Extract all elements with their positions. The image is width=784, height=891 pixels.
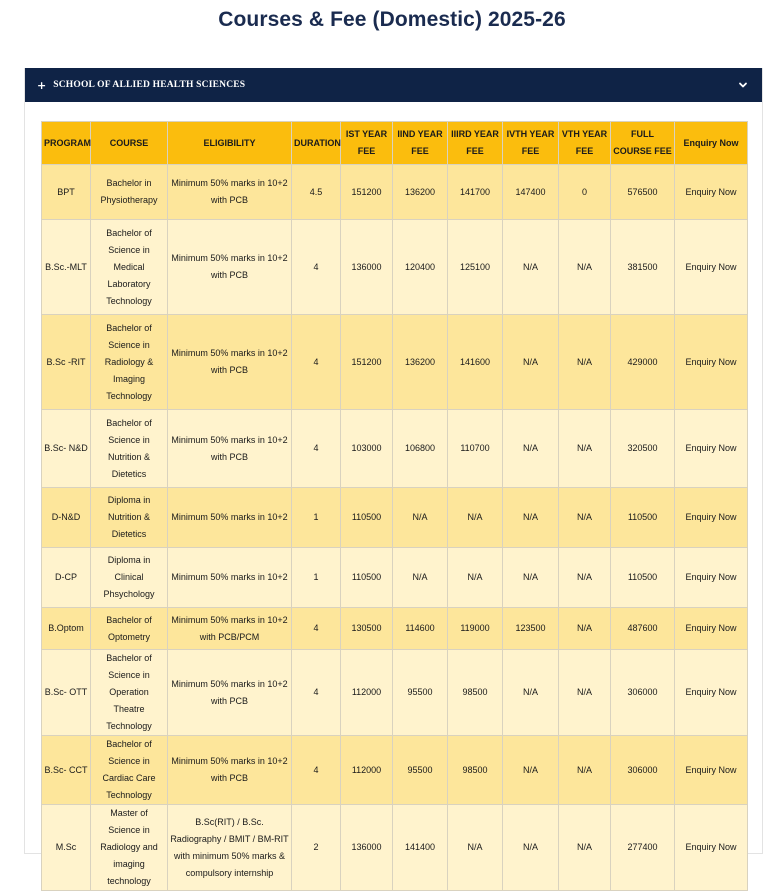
table-row [42,608,748,650]
program-cell: BPT [42,165,91,220]
column-header: COURSE [91,122,168,165]
eligibility-cell: Minimum 50% marks in 10+2 with PCB [168,410,292,488]
eligibility-cell: Minimum 50% marks in 10+2 with PCB [168,220,292,315]
program-cell: B.Sc- OTT [42,650,91,736]
fee-cell: 110500 [341,488,393,548]
fee-cell: N/A [559,805,611,891]
fee-cell: 114600 [393,608,448,650]
enquiry-now-link[interactable]: Enquiry Now [675,315,748,410]
course-cell: Bachelor of Science in Radiology & Imaging Technology [91,315,168,410]
full-fee-cell: 110500 [611,488,675,548]
fee-cell: 123500 [503,608,559,650]
fee-cell: N/A [503,410,559,488]
fee-cell: N/A [559,410,611,488]
fee-cell: 141700 [448,165,503,220]
duration-cell: 2 [292,805,341,891]
course-cell: Diploma in Clinical Phsychology [91,548,168,608]
course-cell: Diploma in Nutrition & Dietetics [91,488,168,548]
fee-cell: N/A [503,650,559,736]
course-cell: Bachelor of Optometry [91,608,168,650]
enquiry-now-link[interactable]: Enquiry Now [675,650,748,736]
fee-cell: 106800 [393,410,448,488]
fee-cell: N/A [503,315,559,410]
fee-cell: N/A [559,650,611,736]
program-cell: B.Sc- N&D [42,410,91,488]
program-cell: D-N&D [42,488,91,548]
fee-cell: N/A [393,548,448,608]
duration-cell: 1 [292,548,341,608]
fee-cell: N/A [503,220,559,315]
table-row [42,548,748,608]
fee-cell: 112000 [341,650,393,736]
fee-cell: N/A [448,488,503,548]
fee-cell: N/A [503,548,559,608]
fee-cell: N/A [503,736,559,805]
fee-cell: 147400 [503,165,559,220]
course-cell: Bachelor in Physiotherapy [91,165,168,220]
fee-cell: 136200 [393,165,448,220]
table-row [42,650,748,736]
fee-cell: 0 [559,165,611,220]
enquiry-now-link[interactable]: Enquiry Now [675,165,748,220]
fee-cell: N/A [559,220,611,315]
full-fee-cell: 110500 [611,548,675,608]
column-header: Enquiry Now [675,122,748,165]
fee-cell: 130500 [341,608,393,650]
fee-cell: 136200 [393,315,448,410]
fee-cell: 119000 [448,608,503,650]
fee-cell: 136000 [341,220,393,315]
fee-cell: N/A [559,488,611,548]
duration-cell: 1 [292,488,341,548]
enquiry-now-link[interactable]: Enquiry Now [675,805,748,891]
fee-cell: 110700 [448,410,503,488]
course-cell: Bachelor of Science in Nutrition & Dietetics [91,410,168,488]
plus-icon: + [37,78,47,92]
table-row [42,165,748,220]
duration-cell: 4 [292,315,341,410]
duration-cell: 4.5 [292,165,341,220]
eligibility-cell: Minimum 50% marks in 10+2 [168,488,292,548]
fee-cell: N/A [559,608,611,650]
program-cell: B.Sc.-MLT [42,220,91,315]
fee-cell: 141600 [448,315,503,410]
column-header: IST YEAR FEE [341,122,393,165]
full-fee-cell: 320500 [611,410,675,488]
table-header-row [42,122,748,165]
table-row [42,315,748,410]
course-cell: Master of Science in Radiology and imaging technology [91,805,168,891]
fee-table [41,121,748,891]
fee-cell: 151200 [341,165,393,220]
fee-cell: 95500 [393,650,448,736]
program-cell: B.Sc -RIT [42,315,91,410]
eligibility-cell: Minimum 50% marks in 10+2 with PCB [168,165,292,220]
fee-cell: 125100 [448,220,503,315]
fee-cell: 103000 [341,410,393,488]
column-header: IVTH YEAR FEE [503,122,559,165]
program-cell: D-CP [42,548,91,608]
fee-cell: N/A [448,548,503,608]
eligibility-cell: B.Sc(RIT) / B.Sc. Radiography / BMIT / BM-RIT with minimum 50% marks & compulsory internship [168,805,292,891]
accordion-title: SCHOOL OF ALLIED HEALTH SCIENCES [53,80,246,90]
fee-cell: 151200 [341,315,393,410]
fee-cell: N/A [559,315,611,410]
full-fee-cell: 306000 [611,650,675,736]
program-cell: B.Sc- CCT [42,736,91,805]
full-fee-cell: 429000 [611,315,675,410]
eligibility-cell: Minimum 50% marks in 10+2 with PCB [168,650,292,736]
chevron-down-icon[interactable] [738,80,748,90]
table-row [42,410,748,488]
table-row [42,220,748,315]
enquiry-now-link[interactable]: Enquiry Now [675,488,748,548]
column-header: FULL COURSE FEE [611,122,675,165]
fee-cell: N/A [503,805,559,891]
accordion-header[interactable] [25,68,762,102]
accordion-allied-health [24,68,763,886]
enquiry-now-link[interactable]: Enquiry Now [675,410,748,488]
column-header: VTH YEAR FEE [559,122,611,165]
full-fee-cell: 576500 [611,165,675,220]
eligibility-cell: Minimum 50% marks in 10+2 with PCB/PCM [168,608,292,650]
full-fee-cell: 487600 [611,608,675,650]
fee-cell: 98500 [448,736,503,805]
column-header: IIND YEAR FEE [393,122,448,165]
table-row [42,488,748,548]
table-row [42,805,748,891]
duration-cell: 4 [292,220,341,315]
fee-cell: 98500 [448,650,503,736]
fee-cell: N/A [559,548,611,608]
fee-cell: 141400 [393,805,448,891]
course-cell: Bachelor of Science in Cardiac Care Technology [91,736,168,805]
duration-cell: 4 [292,650,341,736]
fee-cell: 95500 [393,736,448,805]
duration-cell: 4 [292,410,341,488]
enquiry-now-link[interactable]: Enquiry Now [675,736,748,805]
fee-cell: N/A [559,736,611,805]
fee-cell: 110500 [341,548,393,608]
enquiry-now-link[interactable]: Enquiry Now [675,220,748,315]
column-header: IIIRD YEAR FEE [448,122,503,165]
duration-cell: 4 [292,736,341,805]
full-fee-cell: 381500 [611,220,675,315]
fee-cell: N/A [448,805,503,891]
course-cell: Bachelor of Science in Medical Laboratory Technology [91,220,168,315]
eligibility-cell: Minimum 50% marks in 10+2 [168,548,292,608]
course-cell: Bachelor of Science in Operation Theatre Technology [91,650,168,736]
fee-cell: 112000 [341,736,393,805]
column-header: PROGRAM [42,122,91,165]
eligibility-cell: Minimum 50% marks in 10+2 with PCB [168,315,292,410]
fee-cell: 120400 [393,220,448,315]
duration-cell: 4 [292,608,341,650]
page-title: Courses & Fee (Domestic) 2025-26 [218,8,566,31]
fee-cell: N/A [503,488,559,548]
column-header: ELIGIBILITY [168,122,292,165]
full-fee-cell: 306000 [611,736,675,805]
fee-cell: N/A [393,488,448,548]
fee-cell: 136000 [341,805,393,891]
program-cell: M.Sc [42,805,91,891]
table-row [42,736,748,805]
enquiry-now-link[interactable]: Enquiry Now [675,548,748,608]
column-header: DURATION [292,122,341,165]
eligibility-cell: Minimum 50% marks in 10+2 with PCB [168,736,292,805]
program-cell: B.Optom [42,608,91,650]
enquiry-now-link[interactable]: Enquiry Now [675,608,748,650]
full-fee-cell: 277400 [611,805,675,891]
